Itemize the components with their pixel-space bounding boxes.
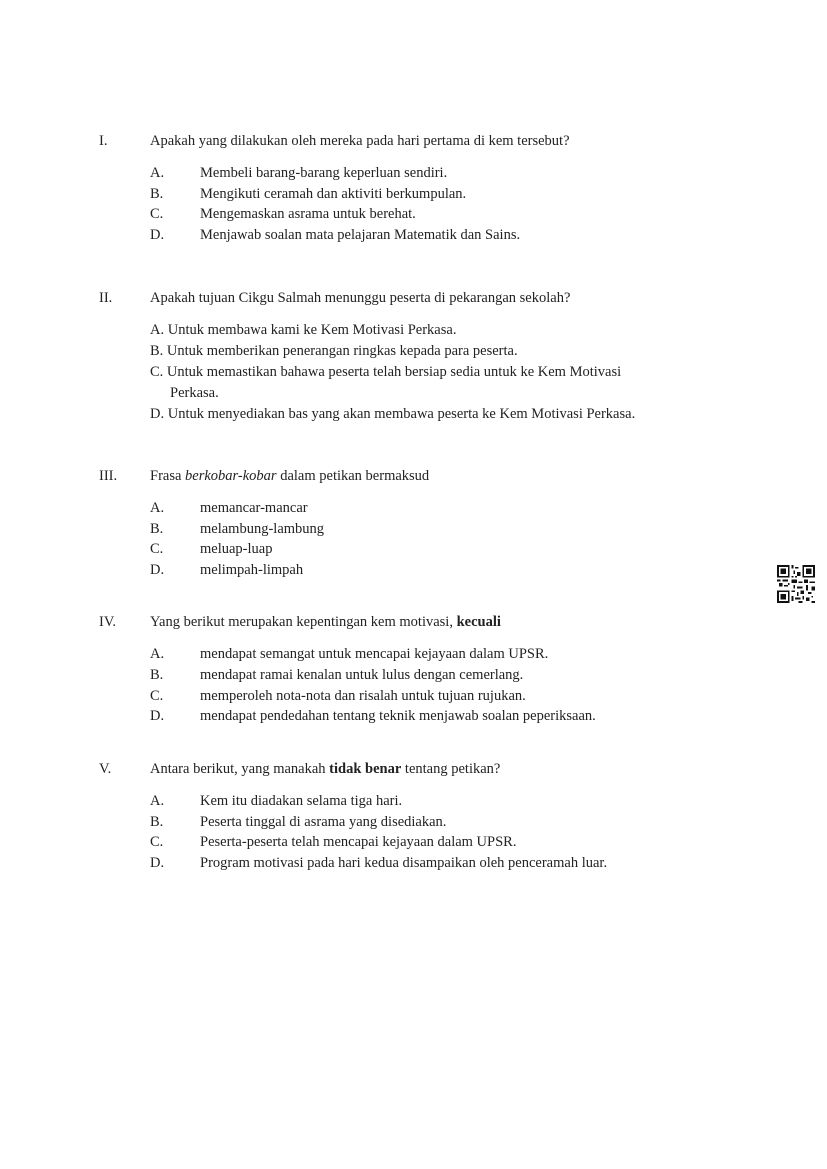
question-number: IV.: [99, 614, 117, 630]
question-text: Apakah yang dilakukan oleh mereka pada hari pertama di kem tersebut?: [150, 133, 570, 149]
question-text: Frasa berkobar-kobar dalam petikan bermaksud: [150, 468, 430, 484]
option-d: D. Untuk menyediakan bas yang akan membawa peserta ke Kem Motivasi Perkasa.: [150, 406, 636, 422]
option-a: A. Untuk membawa kami ke Kem Motivasi Perkasa.: [150, 322, 457, 338]
question-number: I.: [99, 133, 108, 149]
question-number: III.: [99, 468, 118, 484]
option-b: B. Untuk memberikan penerangan ringkas kepada para peserta.: [150, 343, 518, 359]
emphasized-phrase: berkobar-kobar: [185, 468, 277, 484]
bold-keyword: tidak benar: [329, 761, 402, 777]
question-text: Antara berikut, yang manakah tidak benar tentang petikan?: [150, 761, 501, 777]
question-text: Yang berikut merupakan kepentingan kem motivasi, kecuali: [150, 614, 501, 630]
option-c-continuation: Perkasa.: [170, 385, 219, 401]
option-list: [150, 320, 720, 425]
question-text: Apakah tujuan Cikgu Salmah menunggu peserta di pekarangan sekolah?: [150, 290, 571, 306]
option-c: C. Untuk memastikan bahawa peserta telah bersiap sedia untuk ke Kem Motivasi: [150, 364, 622, 380]
bold-keyword: kecuali: [456, 614, 501, 630]
qr-code-icon: [777, 565, 815, 603]
question-number: V.: [99, 761, 112, 777]
question-number: II.: [99, 290, 113, 306]
